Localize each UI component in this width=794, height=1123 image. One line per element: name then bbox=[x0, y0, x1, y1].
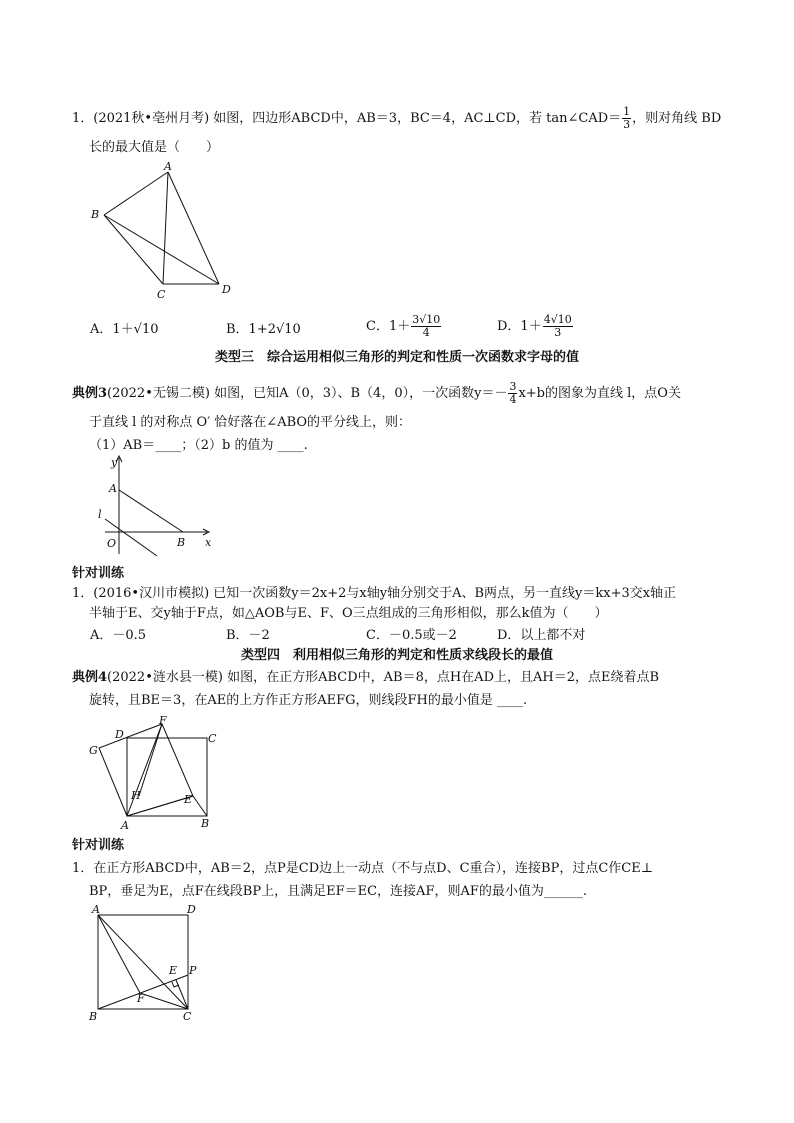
drill2-line1: 1．在正方形ABCD中，AB＝2，点P是CD边上一动点（不与点D、C重合），连接BP，过点C作CE⊥ bbox=[72, 861, 653, 876]
drill2-label-a: A bbox=[92, 903, 100, 916]
q1-opt-c-num: 3√10 bbox=[412, 313, 441, 326]
ex4-label-c: C bbox=[208, 732, 217, 745]
ex3-frac-den: 4 bbox=[509, 393, 517, 406]
drill1-option-d: D．以上都不对 bbox=[497, 628, 586, 643]
drill2-figure bbox=[85, 902, 215, 1027]
ex3-line2: 于直线 l 的对称点 O′ 恰好落在∠ABO的平分线上，则： bbox=[89, 415, 412, 430]
ex3-label-b: B bbox=[177, 536, 186, 549]
drill1-line2: 半轴于E、交y轴于F点，如△AOB与E、F、O三点组成的三角形相似，那么k值为（ ） bbox=[89, 606, 608, 621]
q1-text: 1．(2021秋•亳州月考) 如图，四边形ABCD中，AB＝3，BC＝4，AC⊥CD，若 tan∠CAD＝ bbox=[72, 111, 622, 126]
ex4-line1 bbox=[72, 668, 659, 688]
ex3-label-y: y bbox=[111, 456, 118, 469]
drill2-line2: BP，垂足为E，点F在线段BP上，且满足EF＝EC，连接AF，则AF的最小值为______. bbox=[89, 884, 588, 899]
ex3-label-x: x bbox=[205, 536, 212, 549]
ex4-label-b: B bbox=[201, 817, 210, 830]
ex3-frac-num: 3 bbox=[509, 380, 517, 393]
q1-label-c: C bbox=[157, 288, 166, 300]
drill2-label-f: F bbox=[137, 992, 145, 1005]
q1-frac-num: 1 bbox=[623, 105, 631, 118]
drill2-label-d: D bbox=[187, 903, 196, 916]
ex3-figure bbox=[95, 452, 225, 562]
ex3-fraction bbox=[508, 381, 517, 406]
type4-title: 类型四 利用相似三角形的判定和性质求线段长的最值 bbox=[240, 648, 553, 663]
q1-option-b: B．1+2√10 bbox=[226, 322, 301, 337]
drill2-label-c: C bbox=[183, 1010, 192, 1023]
q1-option-d bbox=[497, 314, 574, 339]
ex3-text-b: x+b的图象为直线 l，点O关 bbox=[518, 386, 681, 401]
drill2-label-e: E bbox=[169, 964, 178, 977]
ex4-line2: 旋转，且BE＝3，在AE的上方作正方形AEFG，则线段FH的最小值是 ____. bbox=[89, 693, 528, 708]
ex4-label-f: F bbox=[159, 714, 167, 727]
q1-fraction bbox=[622, 106, 631, 131]
q1-label-d: D bbox=[222, 283, 231, 296]
q1-opt-c-frac bbox=[411, 314, 441, 339]
drill1-option-a: A．－0.5 bbox=[90, 628, 147, 643]
q1-opt-d-den: 3 bbox=[554, 326, 562, 339]
drill1-option-c: C．－0.5或－2 bbox=[366, 628, 457, 643]
drill1-title: 针对训练 bbox=[72, 566, 125, 581]
q1-label-b: B bbox=[91, 208, 100, 221]
ex3-label-o: O bbox=[107, 537, 117, 550]
q1-opt-d-num: 4√10 bbox=[543, 313, 572, 326]
ex4-label-d: D bbox=[115, 728, 124, 741]
ex4-label-g: G bbox=[89, 744, 98, 757]
ex4-tag: 典例4 bbox=[72, 670, 108, 685]
q1-opt-c-den: 4 bbox=[422, 326, 430, 339]
type3-title: 类型三 综合运用相似三角形的判定和性质一次函数求字母的值 bbox=[214, 350, 579, 365]
q1-line1 bbox=[72, 106, 721, 131]
ex3-line3: （1）AB＝____；（2）b 的值为 ____. bbox=[89, 438, 308, 453]
q1-line2: 长的最大值是（ ） bbox=[89, 140, 220, 155]
ex3-label-l: l bbox=[98, 508, 102, 521]
drill1-line1: 1．(2016•汉川市模拟) 已知一次函数y＝2x+2与x轴y轴分别交于A、B两点，另一直线y＝kx+3交x轴正 bbox=[72, 586, 677, 601]
ex3-tag: 典例3 bbox=[72, 386, 108, 401]
q1-figure bbox=[85, 160, 245, 300]
drill2-label-b: B bbox=[89, 1010, 98, 1023]
ex4-text: (2022•涟水县一模) 如图，在正方形ABCD中，AB＝8，点H在AD上，且AH＝2，点E绕着点B bbox=[107, 670, 660, 685]
ex3-text-a: (2022•无锡二模) 如图，已知A（0，3）、B（4，0），一次函数y＝－ bbox=[107, 386, 508, 401]
q1-text-end: ，则对角线 BD bbox=[632, 111, 722, 126]
q1-opt-d-frac bbox=[543, 314, 573, 339]
q1-option-c bbox=[366, 314, 442, 339]
ex3-label-a: A bbox=[109, 482, 117, 495]
ex4-figure bbox=[85, 712, 225, 832]
ex3-line1 bbox=[72, 381, 681, 406]
ex4-label-a: A bbox=[121, 819, 129, 832]
ex4-label-h: H bbox=[131, 789, 141, 802]
drill1-option-b: B．－2 bbox=[226, 628, 270, 643]
drill2-label-p: P bbox=[189, 964, 197, 977]
q1-opt-d-pre: D．1＋ bbox=[497, 319, 542, 334]
q1-frac-den: 3 bbox=[623, 118, 631, 131]
drill2-title: 针对训练 bbox=[72, 838, 125, 853]
q1-label-a: A bbox=[164, 160, 172, 173]
ex4-label-e: E bbox=[184, 793, 193, 806]
q1-option-a: A．1＋√10 bbox=[90, 322, 159, 337]
q1-opt-c-pre: C．1＋ bbox=[366, 319, 411, 334]
